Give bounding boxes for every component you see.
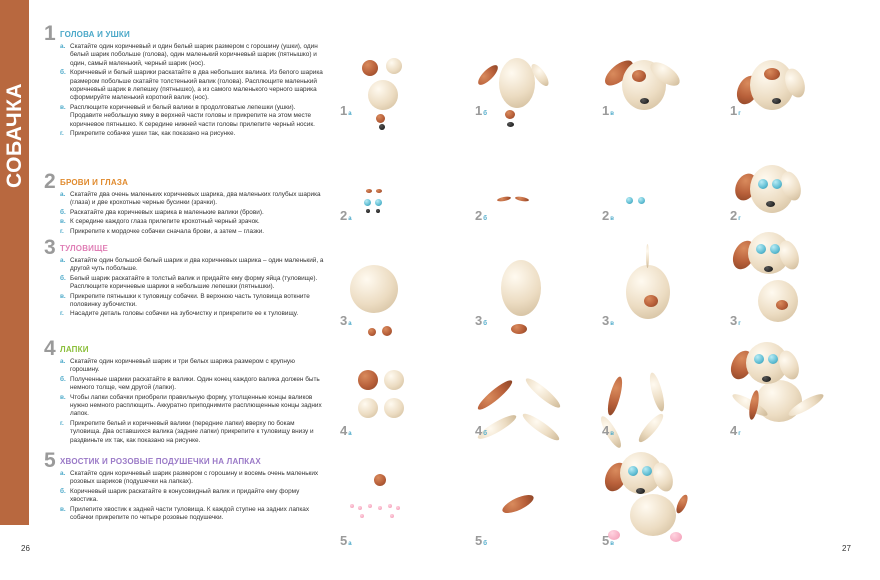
step-body: Коричневый шарик раскатайте в конусовидный валик и придайте ему форму хвостика. [70,487,300,504]
section-1 [44,22,324,139]
clay-piece [384,398,404,418]
step-text [60,43,324,68]
step-body: Чтобы лапки собачки приобрели правильную форму, утолщенные концы валиков нужно немного расплющить. Аккуратно приподнимите расплющенные концы задних лапок. [70,393,322,418]
photo-label [475,313,487,328]
section-header [44,449,324,472]
step-body: Скатайте один коричневый и один белый шарик размером с горошину (ушки), один белый шарик побольше (голова), один маленький коричневый шарик (пятнышко) и один, самый маленький, черный шарик (нос). [70,43,318,67]
section-number: 2 [44,170,56,193]
clay-piece [366,189,372,193]
step-photo-5б [465,440,585,550]
photo-label-number: 4 [475,423,483,438]
photo-label-letter: в [610,431,614,437]
step-photo-2г [720,115,840,225]
photo-grid [330,0,880,560]
step-letter: б. [60,208,66,216]
clay-piece [520,410,562,443]
step-photo-2б [465,115,585,225]
clay-piece [636,488,645,494]
step-body: Раскатайте два коричневых шарика в маленькие валики (брови). [70,208,264,216]
section-title: ТУЛОВИЩЕ [60,244,109,253]
clay-piece [766,201,775,207]
step-text [60,228,324,236]
step-body: Белый шарик раскатайте в толстый валик и придайте ему форму яйца (туловище). Расплющите коричневые шарики в небольшие лепешки (пятнышки). [70,274,318,291]
step-photo-3г [720,220,840,330]
clay-piece [384,370,404,390]
clay-piece [475,62,500,87]
photo-label [730,313,741,328]
step-letter: в. [60,103,66,111]
photo-label-number: 2 [730,208,738,223]
section-3 [44,236,324,320]
step-letter: а. [60,470,66,477]
clay-piece [632,70,646,82]
clay-piece [368,504,372,508]
step-letter: а. [60,191,66,198]
clay-piece [499,58,535,108]
clay-piece [350,504,354,508]
step-photo-4б [465,330,585,440]
photo-label [475,533,487,548]
step-body: Прикрепите пятнышки к туловищу собачки. В верхнюю часть туловища воткните половинку зубочистки. [70,292,310,309]
clay-piece [497,196,511,202]
clay-piece [772,98,781,104]
step-photo-1в [592,10,712,120]
clay-piece [776,300,788,310]
step-text [60,310,324,318]
photo-label-number: 4 [602,423,610,438]
section-header [44,236,324,259]
clay-piece [386,58,402,74]
step-text [60,488,324,505]
clay-piece [770,244,780,254]
step-text [60,104,324,129]
photo-label-number: 2 [475,208,483,223]
step-text [60,293,324,310]
step-text [60,358,324,375]
clay-piece [376,189,382,193]
clay-piece [396,506,400,510]
step-photo-3б [465,220,585,330]
clay-piece [674,493,690,515]
clay-piece [754,354,764,364]
step-body: Скатайте один большой белый шарик и два коричневых шарика – один маленький, а другой чуть побольше. [70,257,324,273]
step-letter: г. [60,227,64,235]
section-header [44,337,324,360]
step-photo-1г [720,10,840,120]
clay-piece [501,260,541,316]
photo-label-number: 3 [602,313,610,328]
photo-label-number: 4 [730,423,738,438]
step-letter: г. [60,310,64,318]
step-letter: г. [60,419,64,427]
step-letter: а. [60,358,66,365]
clay-piece [358,370,378,390]
clay-piece [626,265,670,319]
step-letter: а. [60,43,66,50]
page-number-left: 26 [21,544,30,553]
step-text [60,420,324,445]
step-text [60,209,324,217]
clay-piece [364,199,371,206]
section-header [44,170,324,193]
clay-piece [360,514,364,518]
photo-label-letter: б [483,431,487,437]
step-letter: в. [60,505,66,513]
photo-label-letter: а [348,541,352,547]
clay-piece [630,494,676,536]
photo-label-letter: г [738,216,741,222]
section-title: ГОЛОВА И УШКИ [60,30,130,39]
step-text [60,506,324,523]
step-photo-1а [330,10,450,120]
clay-piece [368,80,398,110]
photo-label-letter: а [348,321,352,327]
clay-piece [638,197,645,204]
step-body: Прилепите хвостик к задней части туловища. К каждой ступне на задних лапках собачки прикрепите по четыре розовые подушечки. [70,505,310,522]
photo-label-number: 1 [730,103,738,118]
clay-piece [626,197,633,204]
step-letter: а. [60,257,66,264]
clay-piece [500,491,536,516]
step-body: Скатайте один коричневый шарик размером с горошину и восемь очень маленьких розовых шариков (подушечки на лапках). [70,470,319,486]
step-body: К середине каждого глаза прилепите крохотный черный зрачок. [70,218,260,226]
step-text [60,69,324,103]
step-body: Скатайте два очень маленьких коричневых шарика, два маленьких голубых шарика (глаза) и две крохотные черные бусинки (зрачки). [70,191,321,207]
photo-label [602,423,614,438]
step-photo-2в [592,115,712,225]
clay-piece [374,474,386,486]
clay-piece [646,244,649,268]
clay-piece [762,376,771,382]
clay-piece [475,377,515,413]
step-letter: б. [60,375,66,383]
clay-piece [670,532,682,542]
clay-piece [362,60,378,76]
section-title: ЛАПКИ [60,345,89,354]
step-photo-4г [720,330,840,440]
clay-piece [628,466,638,476]
photo-label-letter: в [610,541,614,547]
section-header [44,22,324,45]
photo-label-number: 4 [340,423,348,438]
clay-piece [515,196,529,202]
photo-label-letter: в [610,321,614,327]
photo-label-letter: г [738,431,741,437]
clay-piece [772,179,782,189]
step-body: Насадите деталь головы собачки на зубочистку и прикрепите ее к туловищу. [70,310,299,318]
step-letter: б. [60,69,66,77]
step-text [60,218,324,226]
step-text [60,376,324,393]
clay-piece [768,354,778,364]
step-text [60,275,324,292]
clay-piece [756,244,766,254]
clay-piece [390,514,394,518]
clay-piece [388,504,392,508]
step-body: Прикрепите собачке ушки так, как показано на рисунке. [70,130,236,138]
step-photo-5в [592,440,712,550]
photo-label-letter: в [610,216,614,222]
photo-label-letter: а [348,111,352,117]
clay-piece [644,295,658,307]
clay-piece [358,398,378,418]
section-number: 4 [44,337,56,360]
photo-label-letter: г [738,111,741,117]
section-number: 1 [44,22,56,45]
photo-label-number: 3 [475,313,483,328]
step-body: Скатайте один коричневый шарик и три белых шарика размером с крупную горошину. [70,358,295,374]
photo-label-number: 2 [602,208,610,223]
clay-piece [378,506,382,510]
step-photo-5а [330,440,450,550]
clay-piece [605,375,625,416]
step-photo-4в [592,330,712,440]
clay-piece [764,266,773,272]
clay-piece [523,375,563,411]
sidebar-band: СОБАЧКА [0,0,29,525]
photo-label-letter: г [738,321,741,327]
section-title: ХВОСТИК И РОЗОВЫЕ ПОДУШЕЧКИ НА ЛАПКАХ [60,457,261,466]
photo-label [340,533,352,548]
step-text [60,257,324,274]
photo-label-letter: б [483,321,487,327]
photo-label [340,313,352,328]
step-letter: в. [60,393,66,401]
photo-label-letter: а [348,431,352,437]
step-body: Полученные шарики раскатайте в валики. Один конец каждого валика должен быть немного толще, чем другой (лапки). [70,375,320,392]
step-photo-3а [330,220,450,330]
step-letter: б. [60,487,66,495]
step-letter: б. [60,274,66,282]
section-5 [44,449,324,523]
step-photo-1б [465,10,585,120]
photo-label [475,423,487,438]
step-text [60,130,324,138]
page-number-right: 27 [842,544,851,553]
clay-piece [366,209,370,213]
step-body: Прикрепите белый и коричневый валики (передние лапки) вверху по бокам туловища. Два оставшихся валика (задние лапки) прикрепите к туловищу внизу и раздвиньте их так, как показано на рисунке. [70,419,314,444]
clay-piece [640,98,649,104]
photo-label-number: 5 [475,533,483,548]
photo-label-number: 5 [602,533,610,548]
clay-piece [358,506,362,510]
step-letter: г. [60,130,64,138]
photo-label-letter: в [610,111,614,117]
photo-label [602,533,614,548]
photo-label [340,423,352,438]
step-photo-4а [330,330,450,440]
clay-piece [642,466,652,476]
clay-piece [764,68,780,80]
section-number: 5 [44,449,56,472]
photo-label-number: 1 [602,103,610,118]
step-body: Прикрепите к мордочке собачки сначала брови, а затем – глазки. [70,227,265,235]
clay-piece [758,179,768,189]
step-text [60,394,324,419]
step-body: Коричневый и белый шарики раскатайте в два небольших валика. Из белого шарика размером побольше скатайте толстенький валик (голова). Расплющите маленький коричневый шарик в лепешку (пятнышко), а из самого маленького черного шарика сформируйте маленький короткий валик (нос). [70,69,323,102]
clay-piece [376,209,380,213]
step-letter: в. [60,218,66,226]
step-photo-2а [330,115,450,225]
photo-label [602,313,614,328]
step-letter: в. [60,292,66,300]
photo-label-letter: б [483,111,487,117]
step-photo-3в [592,220,712,330]
photo-label-number: 1 [475,103,483,118]
step-text [60,191,324,208]
photo-label-letter: б [483,216,487,222]
photo-label-number: 1 [340,103,348,118]
photo-label-number: 5 [340,533,348,548]
photo-label-letter: а [348,216,352,222]
clay-piece [647,371,667,412]
clay-piece [350,265,398,313]
clay-piece [375,199,382,206]
photo-label [730,423,741,438]
step-text [60,470,324,487]
section-4 [44,337,324,446]
section-number: 3 [44,236,56,259]
photo-label-number: 3 [340,313,348,328]
photo-label-number: 3 [730,313,738,328]
section-2 [44,170,324,237]
photo-label-letter: б [483,541,487,547]
section-title: БРОВИ И ГЛАЗА [60,178,129,187]
photo-label-number: 2 [340,208,348,223]
step-body: Расплющите коричневый и белый валики в продолговатые лепешки (ушки). Продавите небольшую ямку в верхней части головы и прикрепите на этом месте коричневое пятнышко. К середине нижней части головы прилепите черный носик. [70,103,315,128]
